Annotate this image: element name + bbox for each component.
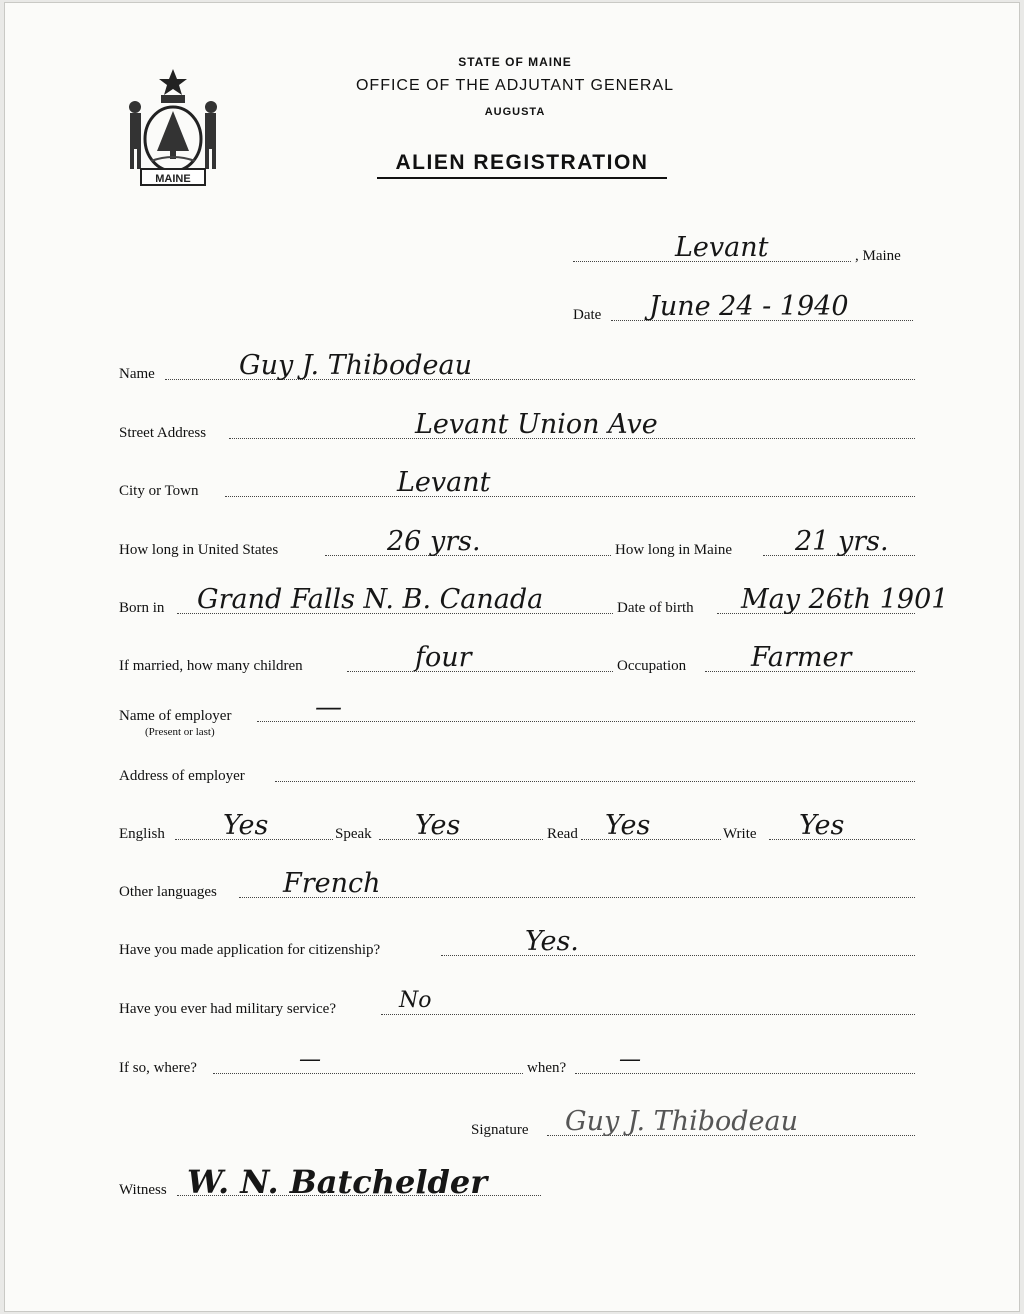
- name-label: Name: [119, 366, 155, 382]
- english-label: English: [119, 826, 165, 842]
- us-duration-value: 26 yrs.: [387, 526, 481, 557]
- witness-value: W. N. Batchelder: [187, 1163, 488, 1201]
- where-value: —: [299, 1047, 321, 1072]
- us-duration-label: How long in United States: [119, 542, 279, 558]
- english-value: Yes: [223, 810, 269, 841]
- place-suffix: , Maine: [855, 248, 901, 264]
- dob-value: May 26th 1901: [741, 584, 949, 615]
- speak-value: Yes: [415, 810, 461, 841]
- employer-address-row: [119, 759, 915, 785]
- date-value: June 24 - 1940: [649, 291, 849, 322]
- employer-label: Name of employer: [119, 708, 232, 724]
- other-languages-row: [119, 868, 915, 901]
- maine-duration-label: How long in Maine: [615, 542, 733, 558]
- street-label: Street Address: [119, 425, 207, 441]
- name-row: [119, 350, 915, 383]
- family-row: [119, 642, 915, 675]
- occupation-label: Occupation: [617, 658, 687, 674]
- citizenship-value: Yes.: [525, 926, 579, 957]
- read-label: Read: [547, 826, 578, 842]
- where-row: [119, 1047, 915, 1077]
- signature-value: Guy J. Thibodeau: [565, 1106, 799, 1137]
- military-label: Have you ever had military service?: [119, 1001, 336, 1017]
- employer-sublabel: (Present or last): [145, 726, 215, 738]
- maine-seal-icon: [117, 65, 229, 189]
- born-label: Born in: [119, 600, 165, 616]
- other-languages-value: French: [283, 868, 381, 899]
- children-label: If married, how many children: [119, 658, 303, 674]
- form-title: ALIEN REGISTRATION: [377, 151, 667, 179]
- military-value: No: [399, 988, 432, 1013]
- city-value: Levant: [397, 467, 491, 498]
- where-label: If so, where?: [119, 1060, 197, 1076]
- write-label: Write: [723, 826, 757, 842]
- street-value: Levant Union Ave: [415, 409, 658, 440]
- military-row: [119, 988, 915, 1018]
- when-label: when?: [527, 1060, 567, 1076]
- name-value: Guy J. Thibodeau: [239, 350, 473, 381]
- place-value: Levant: [675, 232, 769, 263]
- state-heading: STATE OF MAINE: [458, 55, 572, 69]
- date-row: [119, 291, 915, 324]
- place-row: [119, 232, 915, 265]
- duration-row: [119, 526, 915, 559]
- write-value: Yes: [799, 810, 845, 841]
- city-heading: AUGUSTA: [484, 106, 546, 118]
- street-row: [119, 409, 915, 442]
- employer-value: —: [315, 692, 342, 723]
- witness-row: [119, 1163, 915, 1201]
- date-label: Date: [573, 307, 602, 323]
- registration-form: [4, 2, 1020, 1312]
- read-value: Yes: [605, 810, 651, 841]
- children-value: four: [415, 642, 472, 673]
- dob-label: Date of birth: [617, 600, 694, 616]
- signature-label: Signature: [471, 1122, 529, 1138]
- occupation-value: Farmer: [751, 642, 852, 673]
- born-value: Grand Falls N. B. Canada: [197, 584, 544, 615]
- employer-address-label: Address of employer: [119, 768, 245, 784]
- when-value: —: [619, 1047, 641, 1072]
- svg-text:MAINE: MAINE: [155, 173, 191, 185]
- maine-duration-value: 21 yrs.: [795, 526, 889, 557]
- office-heading: OFFICE OF THE ADJUTANT GENERAL: [355, 77, 675, 94]
- speak-label: Speak: [335, 826, 372, 842]
- english-row: [119, 810, 915, 843]
- city-label: City or Town: [119, 483, 199, 499]
- signature-row: [119, 1106, 915, 1139]
- birth-row: [119, 584, 949, 617]
- citizenship-label: Have you made application for citizenship?: [119, 942, 381, 958]
- employer-row: [119, 692, 915, 738]
- citizenship-row: [119, 926, 915, 959]
- city-row: [119, 467, 915, 500]
- other-languages-label: Other languages: [119, 884, 217, 900]
- witness-label: Witness: [119, 1182, 167, 1198]
